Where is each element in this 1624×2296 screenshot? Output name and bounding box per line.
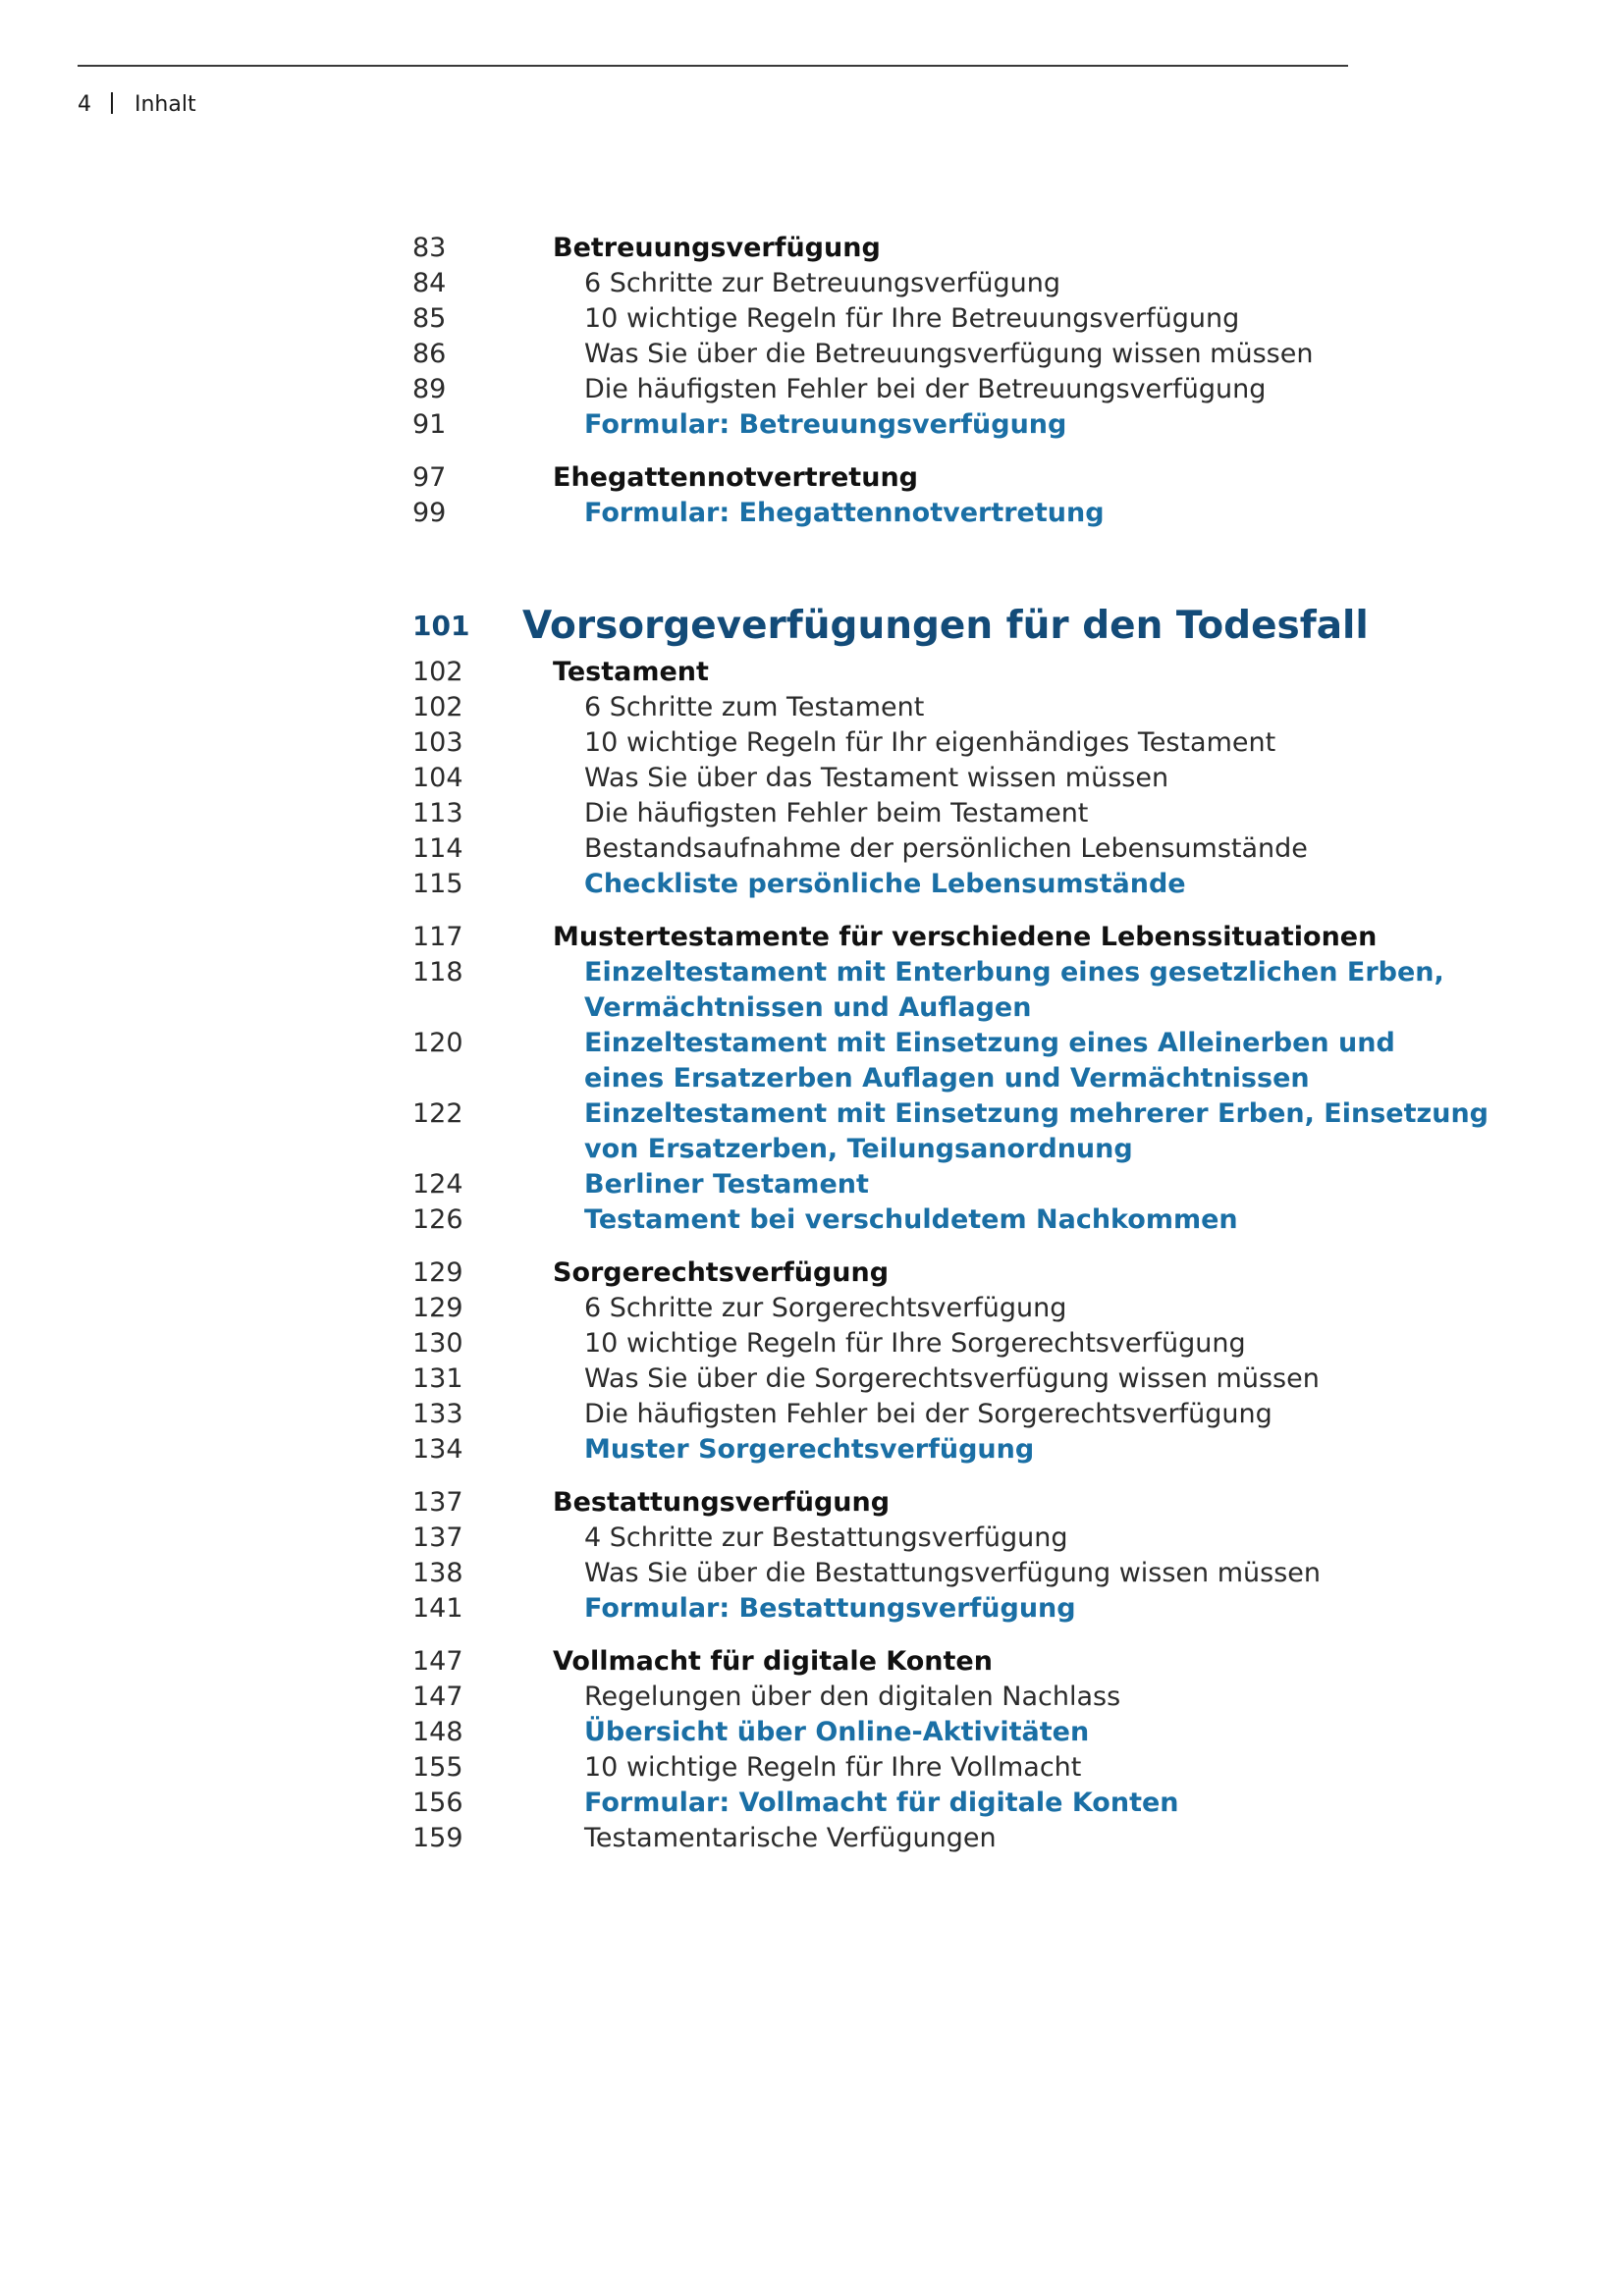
toc-section[interactable] bbox=[412, 460, 1355, 496]
toc-page-number: 84 bbox=[412, 268, 447, 298]
toc-page-number: 118 bbox=[412, 957, 463, 988]
toc-form-title: Einzeltestament mit Einsetzung mehrerer Erben, Einsetzung bbox=[584, 1098, 1489, 1129]
toc-form-title-continued: Vermächtnissen und Auflagen bbox=[584, 992, 1032, 1023]
header-rule bbox=[78, 65, 1348, 67]
toc-entry-title: Was Sie über das Testament wissen müssen bbox=[584, 763, 1169, 793]
toc-form-link[interactable] bbox=[412, 1591, 1355, 1627]
toc-form-title: Checkliste persönliche Lebensumstände bbox=[584, 869, 1186, 899]
toc-page-number: 141 bbox=[412, 1593, 463, 1624]
toc-page-number: 133 bbox=[412, 1399, 463, 1429]
toc-entry[interactable] bbox=[412, 1362, 1355, 1397]
toc-page-number: 103 bbox=[412, 727, 463, 758]
toc-entry[interactable] bbox=[412, 337, 1355, 372]
toc-section-title: Testament bbox=[553, 657, 709, 687]
toc-entry-title: Was Sie über die Sorgerechtsverfügung wissen müssen bbox=[584, 1363, 1320, 1394]
toc-entry[interactable] bbox=[412, 1680, 1355, 1715]
toc-chapter-title: Vorsorgeverfügungen für den Todesfall bbox=[522, 604, 1369, 648]
toc-entry[interactable] bbox=[412, 1521, 1355, 1556]
toc-section-title: Bestattungsverfügung bbox=[553, 1487, 891, 1518]
toc-form-link[interactable] bbox=[412, 1786, 1355, 1821]
toc-section[interactable] bbox=[412, 920, 1378, 955]
toc-form-title: Einzeltestament mit Enterbung eines gesetzlichen Erben, bbox=[584, 957, 1444, 988]
toc-entry-title: 6 Schritte zur Sorgerechtsverfügung bbox=[584, 1293, 1067, 1323]
toc-page-number: 148 bbox=[412, 1717, 463, 1747]
toc-form-title: Übersicht über Online-Aktivitäten bbox=[584, 1717, 1090, 1747]
toc-page-number: 126 bbox=[412, 1204, 463, 1235]
toc-entry[interactable] bbox=[412, 1291, 1355, 1326]
toc-page-number: 102 bbox=[412, 657, 463, 687]
toc-page-number: 122 bbox=[412, 1098, 463, 1129]
toc-section[interactable] bbox=[412, 655, 1355, 690]
toc-page-number: 114 bbox=[412, 833, 463, 864]
toc-page-number: 99 bbox=[412, 498, 447, 528]
toc-entry-title: Bestandsaufnahme der persönlichen Lebensumstände bbox=[584, 833, 1308, 864]
toc-entry-title: 10 wichtige Regeln für Ihre Betreuungsverfügung bbox=[584, 303, 1240, 334]
toc-page-number: 138 bbox=[412, 1558, 463, 1588]
toc-page-number: 159 bbox=[412, 1823, 463, 1853]
toc-section-title: Mustertestamente für verschiedene Lebenssituationen bbox=[553, 922, 1378, 952]
toc-page-number: 86 bbox=[412, 339, 447, 369]
toc-page-number: 83 bbox=[412, 233, 447, 263]
toc-entry[interactable] bbox=[412, 761, 1355, 796]
toc-form-title-continued: eines Ersatzerben Auflagen und Vermächtnissen bbox=[584, 1063, 1310, 1094]
toc-section[interactable] bbox=[412, 231, 1355, 266]
toc-entry-title: Testamentarische Verfügungen bbox=[584, 1823, 997, 1853]
header-section-title: Inhalt bbox=[135, 92, 196, 117]
toc-form-title: Formular: Betreuungsverfügung bbox=[584, 409, 1067, 440]
toc-page-number: 102 bbox=[412, 692, 463, 722]
toc-page-number: 130 bbox=[412, 1328, 463, 1359]
toc-form-title: Formular: Bestattungsverfügung bbox=[584, 1593, 1076, 1624]
toc-form-title: Einzeltestament mit Einsetzung eines Alleinerben und bbox=[584, 1028, 1395, 1058]
toc-entry[interactable] bbox=[412, 1397, 1355, 1432]
toc-page-number: 137 bbox=[412, 1487, 463, 1518]
toc-entry-title: 10 wichtige Regeln für Ihre Vollmacht bbox=[584, 1752, 1082, 1783]
toc-entry-title: Regelungen über den digitalen Nachlass bbox=[584, 1682, 1121, 1712]
toc-form-link[interactable] bbox=[412, 867, 1355, 902]
toc-page-number: 129 bbox=[412, 1293, 463, 1323]
toc-page-number: 147 bbox=[412, 1646, 463, 1677]
toc-section[interactable] bbox=[412, 1485, 1355, 1521]
toc-form-link[interactable] bbox=[412, 1715, 1355, 1750]
toc-page-number: 156 bbox=[412, 1788, 463, 1818]
toc-chapter-page-number: 101 bbox=[412, 610, 470, 642]
header-page-number: 4 bbox=[78, 92, 91, 117]
toc-form-link[interactable] bbox=[412, 496, 1355, 531]
toc-form-link[interactable] bbox=[412, 1026, 1395, 1096]
toc-page-number: 97 bbox=[412, 462, 447, 493]
toc-entry[interactable] bbox=[412, 372, 1355, 407]
toc-page-number: 85 bbox=[412, 303, 447, 334]
toc-page-number: 155 bbox=[412, 1752, 463, 1783]
toc-section[interactable] bbox=[412, 1255, 1355, 1291]
toc-entry[interactable] bbox=[412, 301, 1355, 337]
toc-page-number: 137 bbox=[412, 1522, 463, 1553]
toc-page-number: 120 bbox=[412, 1028, 463, 1058]
toc-form-link[interactable] bbox=[412, 955, 1444, 1026]
toc-form-title-continued: von Ersatzerben, Teilungsanordnung bbox=[584, 1134, 1133, 1164]
toc-entry-title: Die häufigsten Fehler beim Testament bbox=[584, 798, 1089, 828]
toc-page-number: 147 bbox=[412, 1682, 463, 1712]
toc-entry-title: Die häufigsten Fehler bei der Sorgerechtsverfügung bbox=[584, 1399, 1272, 1429]
toc-entry-title: 10 wichtige Regeln für Ihre Sorgerechtsverfügung bbox=[584, 1328, 1246, 1359]
toc-entry-title: 6 Schritte zum Testament bbox=[584, 692, 925, 722]
toc-page-number: 117 bbox=[412, 922, 463, 952]
toc-entry[interactable] bbox=[412, 796, 1355, 831]
toc-chapter[interactable] bbox=[412, 604, 1369, 648]
toc-section[interactable] bbox=[412, 1644, 1355, 1680]
toc-page-number: 104 bbox=[412, 763, 463, 793]
toc-entry-title: 10 wichtige Regeln für Ihr eigenhändiges Testament bbox=[584, 727, 1276, 758]
toc-form-title: Berliner Testament bbox=[584, 1169, 869, 1200]
toc-section-title: Sorgerechtsverfügung bbox=[553, 1257, 890, 1288]
toc-entry[interactable] bbox=[412, 266, 1355, 301]
toc-page-number: 131 bbox=[412, 1363, 463, 1394]
toc-entry[interactable] bbox=[412, 1750, 1355, 1786]
toc-form-link[interactable] bbox=[412, 1167, 1355, 1202]
toc-form-link[interactable] bbox=[412, 1432, 1355, 1468]
toc-form-title: Muster Sorgerechtsverfügung bbox=[584, 1434, 1035, 1465]
toc-page-number: 129 bbox=[412, 1257, 463, 1288]
toc-form-title: Testament bei verschuldetem Nachkommen bbox=[584, 1204, 1238, 1235]
running-header bbox=[78, 92, 196, 117]
toc-entry-title: 4 Schritte zur Bestattungsverfügung bbox=[584, 1522, 1068, 1553]
toc-page-number: 113 bbox=[412, 798, 463, 828]
toc-entry[interactable] bbox=[412, 831, 1355, 867]
toc-page-number: 134 bbox=[412, 1434, 463, 1465]
toc-page-number: 91 bbox=[412, 409, 447, 440]
toc-page-number: 124 bbox=[412, 1169, 463, 1200]
toc-section-title: Betreuungsverfügung bbox=[553, 233, 881, 263]
toc-entry-title: Was Sie über die Bestattungsverfügung wissen müssen bbox=[584, 1558, 1322, 1588]
toc-entry-title: Was Sie über die Betreuungsverfügung wissen müssen bbox=[584, 339, 1314, 369]
toc-form-title: Formular: Vollmacht für digitale Konten bbox=[584, 1788, 1179, 1818]
toc-entry-title: 6 Schritte zur Betreuungsverfügung bbox=[584, 268, 1060, 298]
toc-form-link[interactable] bbox=[412, 407, 1355, 443]
toc-section-title: Vollmacht für digitale Konten bbox=[553, 1646, 993, 1677]
toc-form-title: Formular: Ehegattennotvertretung bbox=[584, 498, 1105, 528]
toc-entry[interactable] bbox=[412, 1821, 1355, 1856]
toc-page-number: 89 bbox=[412, 374, 447, 404]
toc-entry[interactable] bbox=[412, 690, 1355, 725]
toc-entry-title: Die häufigsten Fehler bei der Betreuungsverfügung bbox=[584, 374, 1267, 404]
toc-section-title: Ehegattennotvertretung bbox=[553, 462, 918, 493]
toc-page-number: 115 bbox=[412, 869, 463, 899]
header-separator bbox=[111, 92, 113, 114]
toc-entry[interactable] bbox=[412, 725, 1355, 761]
toc-form-link[interactable] bbox=[412, 1096, 1489, 1167]
toc-entry[interactable] bbox=[412, 1326, 1355, 1362]
toc-form-link[interactable] bbox=[412, 1202, 1355, 1238]
toc-entry[interactable] bbox=[412, 1556, 1355, 1591]
